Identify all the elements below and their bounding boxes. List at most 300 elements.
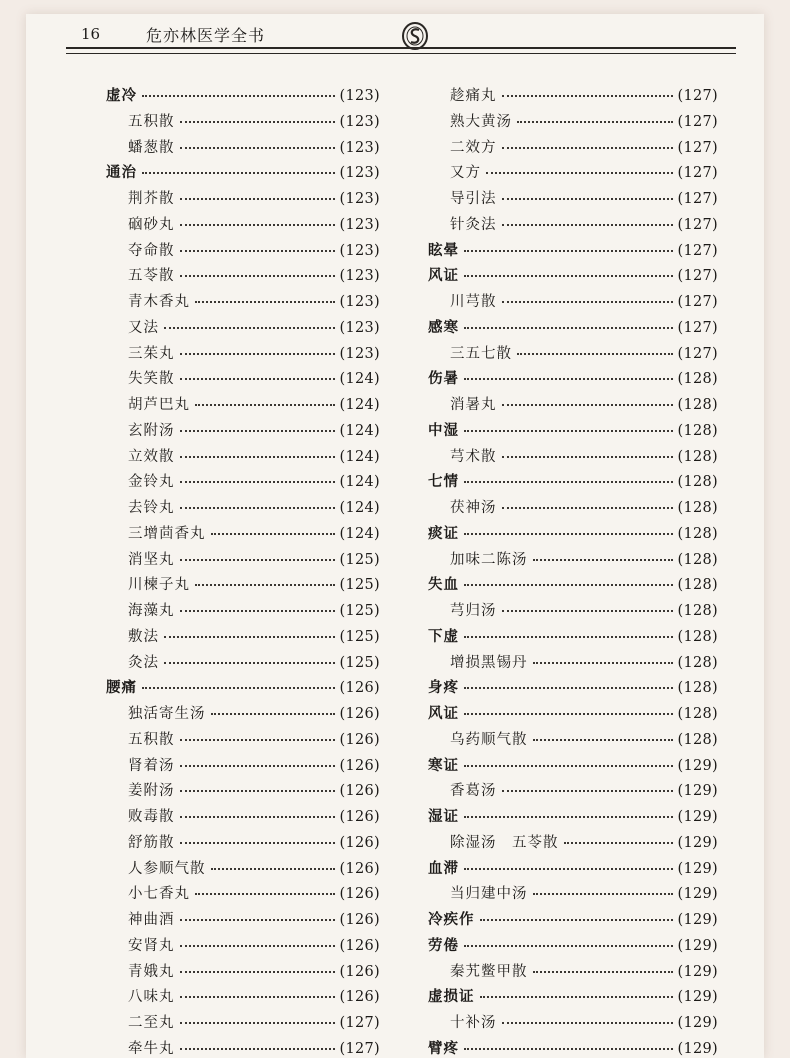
dot-leader <box>180 996 335 998</box>
toc-entry-title: 人参顺气散 <box>128 860 206 877</box>
dot-leader <box>464 481 673 483</box>
toc-entry <box>106 239 380 265</box>
toc-entry-page: (125) <box>339 654 380 671</box>
toc-entry-title: 失笑散 <box>128 371 175 388</box>
toc-entry-title: 冷疾作 <box>428 911 475 928</box>
toc-entry <box>428 779 718 805</box>
toc-entry <box>106 470 380 496</box>
toc-entry <box>428 239 718 265</box>
toc-entry-page: (123) <box>339 319 380 336</box>
toc-entry <box>106 161 380 187</box>
dot-leader <box>502 790 673 792</box>
toc-entry-page: (127) <box>677 191 718 207</box>
toc-entry-page: (126) <box>339 860 380 877</box>
dot-leader <box>180 559 335 561</box>
toc-entry-title: 玄附汤 <box>128 422 175 439</box>
toc-entry-title: 蟠葱散 <box>128 139 175 156</box>
toc-entry-page: (126) <box>339 963 380 980</box>
toc-entry-title: 荆芥散 <box>128 191 175 207</box>
dot-leader <box>195 301 335 303</box>
toc-entry <box>106 908 380 934</box>
toc-entry <box>106 110 380 136</box>
toc-entry-page: (128) <box>677 654 718 671</box>
dot-leader <box>180 353 335 355</box>
toc-entry-title: 舒筋散 <box>128 834 175 851</box>
dot-leader <box>502 610 673 612</box>
toc-entry <box>428 367 718 393</box>
toc-entry-page: (123) <box>339 165 380 182</box>
toc-entry-title: 川芎散 <box>450 294 497 310</box>
toc-entry-page: (125) <box>339 603 380 619</box>
toc-entry-title: 又法 <box>128 319 159 336</box>
toc-entry <box>428 470 718 496</box>
toc-entry-title: 风证 <box>428 267 459 285</box>
toc-entry <box>428 702 718 728</box>
dot-leader <box>464 275 673 277</box>
toc-entry-title: 青木香丸 <box>128 294 190 310</box>
toc-entry-title: 伤暑 <box>428 370 459 388</box>
toc-entry-page: (126) <box>339 783 380 800</box>
toc-entry-page: (128) <box>677 551 718 568</box>
dot-leader <box>480 919 673 921</box>
dot-leader <box>180 739 335 741</box>
toc-entry <box>428 831 718 857</box>
dot-leader <box>180 816 335 818</box>
toc-entry-page: (129) <box>677 757 718 774</box>
dot-leader <box>502 456 673 458</box>
toc-entry-title: 消坚丸 <box>128 551 175 568</box>
toc-entry-title: 茯神汤 <box>450 500 497 516</box>
toc-entry-title: 八味丸 <box>128 989 175 1006</box>
toc-entry <box>428 110 718 136</box>
dot-leader <box>142 95 335 97</box>
toc-entry <box>106 419 380 445</box>
dot-leader <box>464 713 673 715</box>
toc-entry-title: 牵牛丸 <box>128 1040 175 1057</box>
toc-entry-title: 眩晕 <box>428 241 459 259</box>
toc-entry-title: 神曲酒 <box>128 912 175 928</box>
dot-leader <box>180 945 335 947</box>
dot-leader <box>464 945 673 947</box>
toc-entry <box>428 419 718 445</box>
toc-entry <box>428 908 718 934</box>
toc-entry-title: 芎归汤 <box>450 603 497 619</box>
toc-entry-page: (127) <box>677 294 718 310</box>
toc-entry <box>106 548 380 574</box>
toc-entry-page: (128) <box>677 706 718 722</box>
toc-entry <box>106 651 380 677</box>
toc-entry-title: 金铃丸 <box>128 474 175 491</box>
toc-entry <box>428 522 718 548</box>
toc-entry-title: 青娥丸 <box>128 963 175 980</box>
toc-entry-title: 海藻丸 <box>128 603 175 619</box>
toc-entry-title: 又方 <box>450 165 481 182</box>
toc-entry <box>106 599 380 625</box>
dot-leader <box>211 713 335 715</box>
dot-leader <box>502 301 673 303</box>
dot-leader <box>195 584 335 586</box>
toc-entry <box>428 728 718 754</box>
book-page <box>26 14 764 1058</box>
toc-entry <box>106 960 380 986</box>
dot-leader <box>533 739 673 741</box>
toc-entry-page: (129) <box>677 912 718 928</box>
dot-leader <box>180 1048 335 1050</box>
toc-entry <box>106 831 380 857</box>
toc-entry-title: 虚冷 <box>106 87 137 104</box>
toc-entry-title: 姜附汤 <box>128 783 175 800</box>
toc-entry <box>428 213 718 239</box>
toc-entry-page: (128) <box>677 448 718 465</box>
dot-leader <box>464 868 673 870</box>
toc-entry <box>106 805 380 831</box>
toc-entry-title: 趁痛丸 <box>450 88 497 104</box>
toc-entry-page: (127) <box>339 1015 380 1031</box>
toc-entry <box>428 934 718 960</box>
dot-leader <box>533 971 673 973</box>
toc-entry <box>428 651 718 677</box>
toc-entry-page: (126) <box>339 834 380 851</box>
toc-entry-title: 乌药顺气散 <box>450 731 528 748</box>
toc-entry <box>428 754 718 780</box>
dot-leader <box>464 584 673 586</box>
dot-leader <box>180 842 335 844</box>
dot-leader <box>464 327 673 329</box>
dot-leader <box>502 198 673 200</box>
toc-entry <box>428 161 718 187</box>
toc-entry-page: (129) <box>677 989 718 1006</box>
toc-entry <box>106 187 380 213</box>
dot-leader <box>180 198 335 200</box>
toc-entry-page: (128) <box>677 371 718 388</box>
dot-leader <box>211 868 335 870</box>
toc-entry-title: 除湿汤 五苓散 <box>450 834 559 851</box>
toc-entry <box>106 393 380 419</box>
toc-entry <box>428 316 718 342</box>
toc-entry-page: (127) <box>677 345 718 362</box>
toc-entry-page: (129) <box>677 1015 718 1031</box>
toc-entry <box>428 496 718 522</box>
dot-leader <box>533 559 673 561</box>
toc-entry <box>428 187 718 213</box>
dot-leader <box>464 687 673 689</box>
toc-entry <box>106 573 380 599</box>
toc-entry-title: 香葛汤 <box>450 783 497 800</box>
toc-entry-title: 败毒散 <box>128 809 175 825</box>
toc-entry <box>106 316 380 342</box>
toc-entry-page: (125) <box>339 551 380 568</box>
dot-leader <box>180 971 335 973</box>
toc-entry <box>428 599 718 625</box>
toc-entry-page: (123) <box>339 139 380 156</box>
toc-entry-page: (126) <box>339 680 380 697</box>
toc-entry-page: (129) <box>677 809 718 825</box>
dot-leader <box>142 687 335 689</box>
toc-entry-page: (127) <box>677 216 718 233</box>
dot-leader <box>180 481 335 483</box>
toc-entry <box>428 882 718 908</box>
toc-entry-title: 消暑丸 <box>450 397 497 413</box>
dot-leader <box>502 147 673 149</box>
toc-entry <box>106 496 380 522</box>
dot-leader <box>180 147 335 149</box>
toc-entry-title: 导引法 <box>450 191 497 207</box>
toc-entry-title: 痰证 <box>428 524 459 542</box>
toc-entry-title: 当归建中汤 <box>450 886 528 903</box>
dot-leader <box>180 456 335 458</box>
dot-leader <box>464 636 673 638</box>
toc-entry-title: 针灸法 <box>450 216 497 233</box>
dot-leader <box>533 662 673 664</box>
toc-entry-title: 臂疼 <box>428 1039 459 1057</box>
toc-entry-title: 二至丸 <box>128 1015 175 1031</box>
toc-entry <box>428 985 718 1011</box>
dot-leader <box>180 919 335 921</box>
toc-entry-page: (124) <box>339 500 380 516</box>
toc-entry-title: 胡芦巴丸 <box>128 397 190 413</box>
toc-entry-page: (128) <box>677 680 718 697</box>
toc-entry <box>106 754 380 780</box>
dot-leader <box>164 327 335 329</box>
toc-entry <box>428 264 718 290</box>
dot-leader <box>464 765 673 767</box>
toc-entry-title: 三茱丸 <box>128 345 175 362</box>
toc-entry-page: (125) <box>339 577 380 594</box>
toc-entry-page: (124) <box>339 422 380 439</box>
dot-leader <box>464 250 673 252</box>
toc-entry-page: (123) <box>339 88 380 104</box>
toc-entry-title: 敷法 <box>128 628 159 645</box>
toc-entry <box>106 1011 380 1037</box>
dot-leader <box>180 378 335 380</box>
dot-leader <box>180 430 335 432</box>
toc-entry-page: (124) <box>339 474 380 491</box>
toc-entry-title: 感寒 <box>428 318 459 336</box>
toc-entry-page: (129) <box>677 860 718 877</box>
toc-entry-title: 下虚 <box>428 627 459 645</box>
toc-entry-title: 湿证 <box>428 808 459 825</box>
toc-entry-page: (126) <box>339 706 380 722</box>
toc-entry-page: (128) <box>677 397 718 413</box>
dot-leader <box>180 610 335 612</box>
toc-entry-title: 三增茴香丸 <box>128 525 206 542</box>
toc-entry <box>106 136 380 162</box>
toc-entry-page: (127) <box>339 1040 380 1057</box>
dot-leader <box>180 121 335 123</box>
dot-leader <box>180 224 335 226</box>
toc-entry-page: (128) <box>677 603 718 619</box>
toc-entry-page: (127) <box>677 139 718 156</box>
toc-entry-page: (124) <box>339 371 380 388</box>
dot-leader <box>180 507 335 509</box>
toc-entry-page: (126) <box>339 989 380 1006</box>
toc-entry-page: (124) <box>339 448 380 465</box>
toc-entry-title: 肾着汤 <box>128 757 175 774</box>
toc-entry-page: (126) <box>339 937 380 954</box>
toc-entry-page: (129) <box>677 963 718 980</box>
toc-entry-title: 七情 <box>428 473 459 491</box>
toc-entry-title: 芎术散 <box>450 448 497 465</box>
toc-entry-title: 增损黑锡丹 <box>450 654 528 671</box>
toc-entry-title: 中湿 <box>428 421 459 439</box>
dot-leader <box>180 275 335 277</box>
dot-leader <box>180 1022 335 1024</box>
dot-leader <box>464 1048 673 1050</box>
toc-entry-title: 安肾丸 <box>128 937 175 954</box>
toc-entry-title: 寒证 <box>428 756 459 774</box>
toc-entry-title: 十补汤 <box>450 1015 497 1031</box>
toc-entry-page: (123) <box>339 294 380 310</box>
toc-entry <box>106 934 380 960</box>
toc-entry-page: (125) <box>339 628 380 645</box>
toc-entry <box>106 728 380 754</box>
toc-entry <box>106 342 380 368</box>
toc-entry <box>428 548 718 574</box>
dot-leader <box>502 404 673 406</box>
toc-entry <box>428 625 718 651</box>
toc-entry-page: (128) <box>677 577 718 594</box>
toc-entry <box>106 522 380 548</box>
book-title: 危亦林医学全书 <box>146 26 266 45</box>
dot-leader <box>142 172 335 174</box>
dot-leader <box>195 404 335 406</box>
toc-left-column <box>106 84 380 1058</box>
toc-entry <box>106 445 380 471</box>
dot-leader <box>164 636 335 638</box>
toc-entry-title: 失血 <box>428 576 459 594</box>
dot-leader <box>164 662 335 664</box>
toc-entry <box>106 779 380 805</box>
dot-leader <box>564 842 673 844</box>
toc-entry-page: (129) <box>677 1040 718 1057</box>
toc-entry-page: (128) <box>677 474 718 491</box>
toc-entry <box>106 1037 380 1058</box>
toc-entry-title: 立效散 <box>128 448 175 465</box>
toc-entry-page: (127) <box>677 242 718 259</box>
dot-leader <box>464 533 673 535</box>
toc-entry <box>428 1037 718 1058</box>
toc-entry <box>106 857 380 883</box>
toc-entry <box>106 676 380 702</box>
dot-leader <box>502 224 673 226</box>
dot-leader <box>195 893 335 895</box>
dot-leader <box>517 353 673 355</box>
toc-entry-page: (128) <box>677 731 718 748</box>
toc-entry-title: 加味二陈汤 <box>450 551 528 568</box>
toc-entry <box>106 290 380 316</box>
toc-entry-title: 川楝子丸 <box>128 577 190 594</box>
toc-entry-page: (127) <box>677 165 718 182</box>
page-number: 16 <box>81 25 101 43</box>
toc-entry-title: 风证 <box>428 705 459 722</box>
toc-entry <box>106 213 380 239</box>
toc-entry-page: (127) <box>677 113 718 130</box>
dot-leader <box>486 172 673 174</box>
toc-entry-title: 夺命散 <box>128 242 175 259</box>
toc-entry-page: (124) <box>339 397 380 413</box>
dot-leader <box>502 507 673 509</box>
toc-entry-title: 血滞 <box>428 859 459 877</box>
toc-entry <box>428 805 718 831</box>
toc-entry-title: 五积散 <box>128 731 175 748</box>
toc-entry-page: (126) <box>339 912 380 928</box>
dot-leader <box>464 378 673 380</box>
toc-entry-page: (126) <box>339 809 380 825</box>
toc-entry <box>106 367 380 393</box>
toc-entry <box>106 882 380 908</box>
toc-entry <box>428 445 718 471</box>
toc-entry <box>428 676 718 702</box>
dot-leader <box>480 996 673 998</box>
toc-entry-title: 二效方 <box>450 139 497 156</box>
dot-leader <box>180 250 335 252</box>
toc-entry-title: 独活寄生汤 <box>128 706 206 722</box>
toc-entry <box>106 625 380 651</box>
toc-entry-page: (129) <box>677 937 718 954</box>
dot-leader <box>502 1022 673 1024</box>
toc-entry-page: (129) <box>677 886 718 903</box>
toc-entry <box>428 573 718 599</box>
toc-entry-title: 小七香丸 <box>128 886 190 903</box>
toc-entry-title: 秦艽鳖甲散 <box>450 963 528 980</box>
toc-entry-page: (128) <box>677 500 718 516</box>
toc-entry-page: (128) <box>677 628 718 645</box>
toc-entry-page: (127) <box>677 88 718 104</box>
toc-entry <box>106 264 380 290</box>
toc-entry <box>428 290 718 316</box>
dot-leader <box>533 893 673 895</box>
toc-entry-title: 五积散 <box>128 113 175 130</box>
toc-entry <box>106 702 380 728</box>
toc-entry-page: (123) <box>339 191 380 207</box>
toc-entry-page: (127) <box>677 268 718 285</box>
toc-entry-page: (123) <box>339 242 380 259</box>
toc-entry-page: (123) <box>339 216 380 233</box>
toc-entry-page: (126) <box>339 757 380 774</box>
toc-entry <box>106 985 380 1011</box>
toc-entry-page: (128) <box>677 525 718 542</box>
toc-entry-page: (127) <box>677 319 718 336</box>
toc-entry-title: 腰痛 <box>106 679 137 697</box>
dot-leader <box>517 121 673 123</box>
dot-leader <box>502 95 673 97</box>
toc-entry-page: (126) <box>339 731 380 748</box>
toc-entry-page: (128) <box>677 422 718 439</box>
header-rule-thick <box>66 47 736 49</box>
toc-entry-page: (124) <box>339 525 380 542</box>
toc-entry <box>428 84 718 110</box>
toc-entry-title: 熟大黄汤 <box>450 113 512 130</box>
toc-right-column <box>428 84 718 1058</box>
toc-entry-title: 去铃丸 <box>128 500 175 516</box>
toc-entry-page: (123) <box>339 113 380 130</box>
toc-entry-title: 五苓散 <box>128 268 175 285</box>
dot-leader <box>180 765 335 767</box>
toc-entry <box>428 393 718 419</box>
toc-entry-title: 通治 <box>106 164 137 182</box>
toc-entry-page: (123) <box>339 345 380 362</box>
toc-entry <box>428 136 718 162</box>
toc-entry <box>428 342 718 368</box>
toc-entry-title: 虚损证 <box>428 988 475 1006</box>
toc-entry-title: 劳倦 <box>428 936 459 954</box>
toc-entry-page: (129) <box>677 834 718 851</box>
toc-entry-page: (126) <box>339 886 380 903</box>
toc-entry-page: (123) <box>339 268 380 285</box>
dot-leader <box>180 790 335 792</box>
toc-entry <box>428 857 718 883</box>
toc-entry-title: 三五七散 <box>450 345 512 362</box>
